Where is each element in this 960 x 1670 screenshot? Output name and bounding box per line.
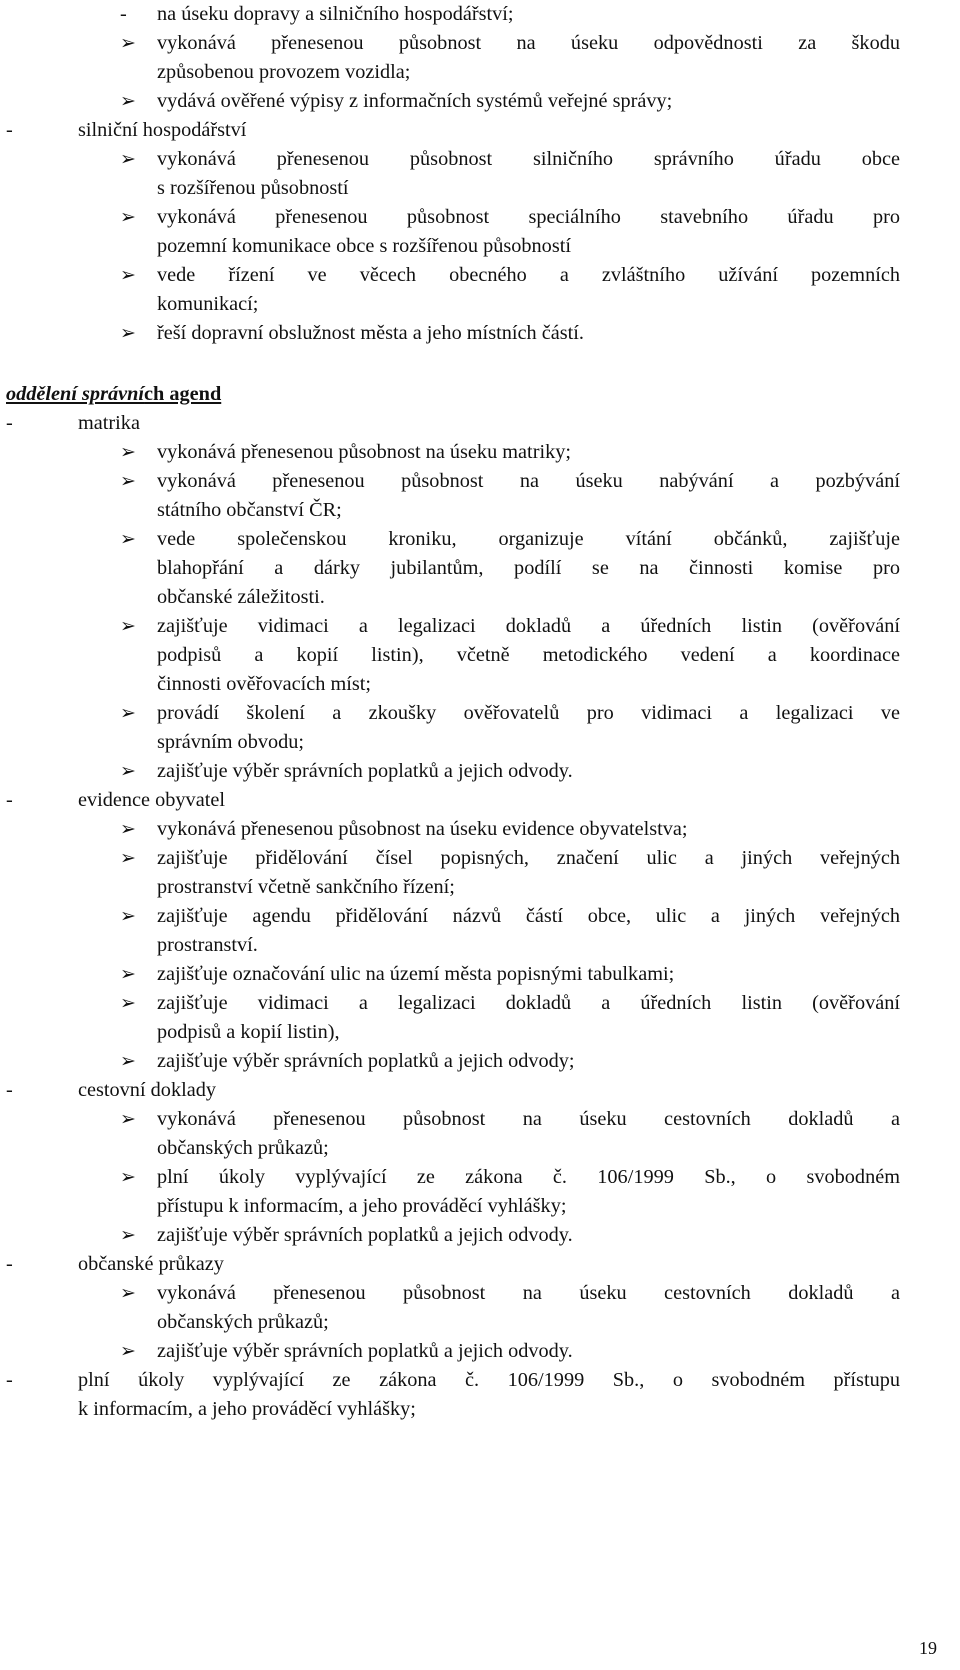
line-text: zajišťuje výběr správních poplatků a jejich odvody. [157,760,573,782]
line-text: prostranství včetně sankčního řízení; [157,876,455,898]
dash-marker: - [6,1079,13,1101]
line-text: silniční hospodářství [78,119,247,141]
line-text: vykonává přenesenou působnost na úseku nabývání a pozbývání [157,470,900,492]
arrow-bullet-icon: ➢ [120,322,136,344]
dash-marker: - [120,3,127,25]
line-text: vede společenskou kroniku, organizuje vítání občánků, zajišťuje [157,528,900,550]
heading-normal-part: ch agend [144,383,222,405]
line-text: s rozšířenou působností [157,177,349,199]
arrow-bullet-icon: ➢ [120,847,136,869]
line-text: vykonává přenesenou působnost na úseku odpovědnosti za škodu [157,32,900,54]
arrow-bullet-icon: ➢ [120,615,136,637]
line-text: vykonává přenesenou působnost na úseku matriky; [157,441,571,463]
line-text: matrika [78,412,140,434]
line-text: zajišťuje agendu přidělování názvů částí obce, ulic a jiných veřejných [157,905,900,927]
arrow-bullet-icon: ➢ [120,1340,136,1362]
arrow-bullet-icon: ➢ [120,470,136,492]
heading-italic-part: oddělení správní [6,383,145,405]
arrow-bullet-icon: ➢ [120,702,136,724]
line-text: vykonává přenesenou působnost na úseku cestovních dokladů a [157,1282,900,1304]
line-text: zajišťuje výběr správních poplatků a jejich odvody. [157,1224,573,1246]
line-text: vede řízení ve věcech obecného a zvláštního užívání pozemních [157,264,900,286]
line-text: zajišťuje vidimaci a legalizaci dokladů a úředních listin (ověřování [157,992,900,1014]
arrow-bullet-icon: ➢ [120,1108,136,1130]
line-text: blahopřání a dárky jubilantům, podílí se na činnosti komise pro [157,557,900,579]
line-text: podpisů a kopií listin), [157,1021,340,1043]
arrow-bullet-icon: ➢ [120,1166,136,1188]
line-text: provádí školení a zkoušky ověřovatelů pro vidimaci a legalizaci ve [157,702,900,724]
line-text: zajišťuje vidimaci a legalizaci dokladů a úředních listin (ověřování [157,615,900,637]
arrow-bullet-icon: ➢ [120,528,136,550]
line-text: státního občanství ČR; [157,499,342,521]
line-text: zajišťuje označování ulic na území města popisnými tabulkami; [157,963,675,985]
line-text: podpisů a kopií listin), včetně metodického vedení a koordinace [157,644,900,666]
dash-marker: - [6,119,13,141]
dash-marker: - [6,789,13,811]
line-text: cestovní doklady [78,1079,216,1101]
line-text: vykonává přenesenou působnost na úseku evidence obyvatelstva; [157,818,688,840]
arrow-bullet-icon: ➢ [120,90,136,112]
line-text: způsobenou provozem vozidla; [157,61,411,83]
page-number: 19 [919,1638,937,1658]
line-text: činnosti ověřovacích míst; [157,673,372,695]
line-text: plní úkoly vyplývající ze zákona č. 106/1999 Sb., o svobodném [157,1166,900,1188]
arrow-bullet-icon: ➢ [120,32,136,54]
line-text: vydává ověřené výpisy z informačních systémů veřejné správy; [157,90,673,112]
line-text: prostranství. [157,934,258,956]
line-text: evidence obyvatel [78,789,225,811]
arrow-bullet-icon: ➢ [120,1050,136,1072]
arrow-bullet-icon: ➢ [120,264,136,286]
line-text: zajišťuje výběr správních poplatků a jejich odvody; [157,1050,575,1072]
line-text: občanské průkazy [78,1253,224,1275]
arrow-bullet-icon: ➢ [120,206,136,228]
line-text: plní úkoly vyplývající ze zákona č. 106/1999 Sb., o svobodném přístupu [78,1369,900,1391]
dash-marker: - [6,1253,13,1275]
line-text: občanských průkazů; [157,1137,329,1159]
line-text: pozemní komunikace obce s rozšířenou působností [157,235,571,257]
line-text: přístupu k informacím, a jeho prováděcí vyhlášky; [157,1195,567,1217]
line-text: zajišťuje výběr správních poplatků a jejich odvody. [157,1340,573,1362]
line-text: vykonává přenesenou působnost speciálního stavebního úřadu pro [157,206,900,228]
line-text: vykonává přenesenou působnost silničního správního úřadu obce [157,148,900,170]
arrow-bullet-icon: ➢ [120,148,136,170]
line-text: vykonává přenesenou působnost na úseku cestovních dokladů a [157,1108,900,1130]
line-text: k informacím, a jeho prováděcí vyhlášky; [78,1398,416,1420]
line-text: řeší dopravní obslužnost města a jeho místních částí. [157,322,584,344]
line-text: na úseku dopravy a silničního hospodářství; [157,3,514,25]
arrow-bullet-icon: ➢ [120,963,136,985]
arrow-bullet-icon: ➢ [120,818,136,840]
line-text: správním obvodu; [157,731,305,753]
dash-marker: - [6,1369,13,1391]
dash-marker: - [6,412,13,434]
arrow-bullet-icon: ➢ [120,1282,136,1304]
line-text: občanské záležitosti. [157,586,325,608]
arrow-bullet-icon: ➢ [120,992,136,1014]
line-text: komunikací; [157,293,259,315]
line-text: zajišťuje přidělování čísel popisných, značení ulic a jiných veřejných [157,847,900,869]
arrow-bullet-icon: ➢ [120,1224,136,1246]
arrow-bullet-icon: ➢ [120,905,136,927]
arrow-bullet-icon: ➢ [120,441,136,463]
arrow-bullet-icon: ➢ [120,760,136,782]
line-text: občanských průkazů; [157,1311,329,1333]
